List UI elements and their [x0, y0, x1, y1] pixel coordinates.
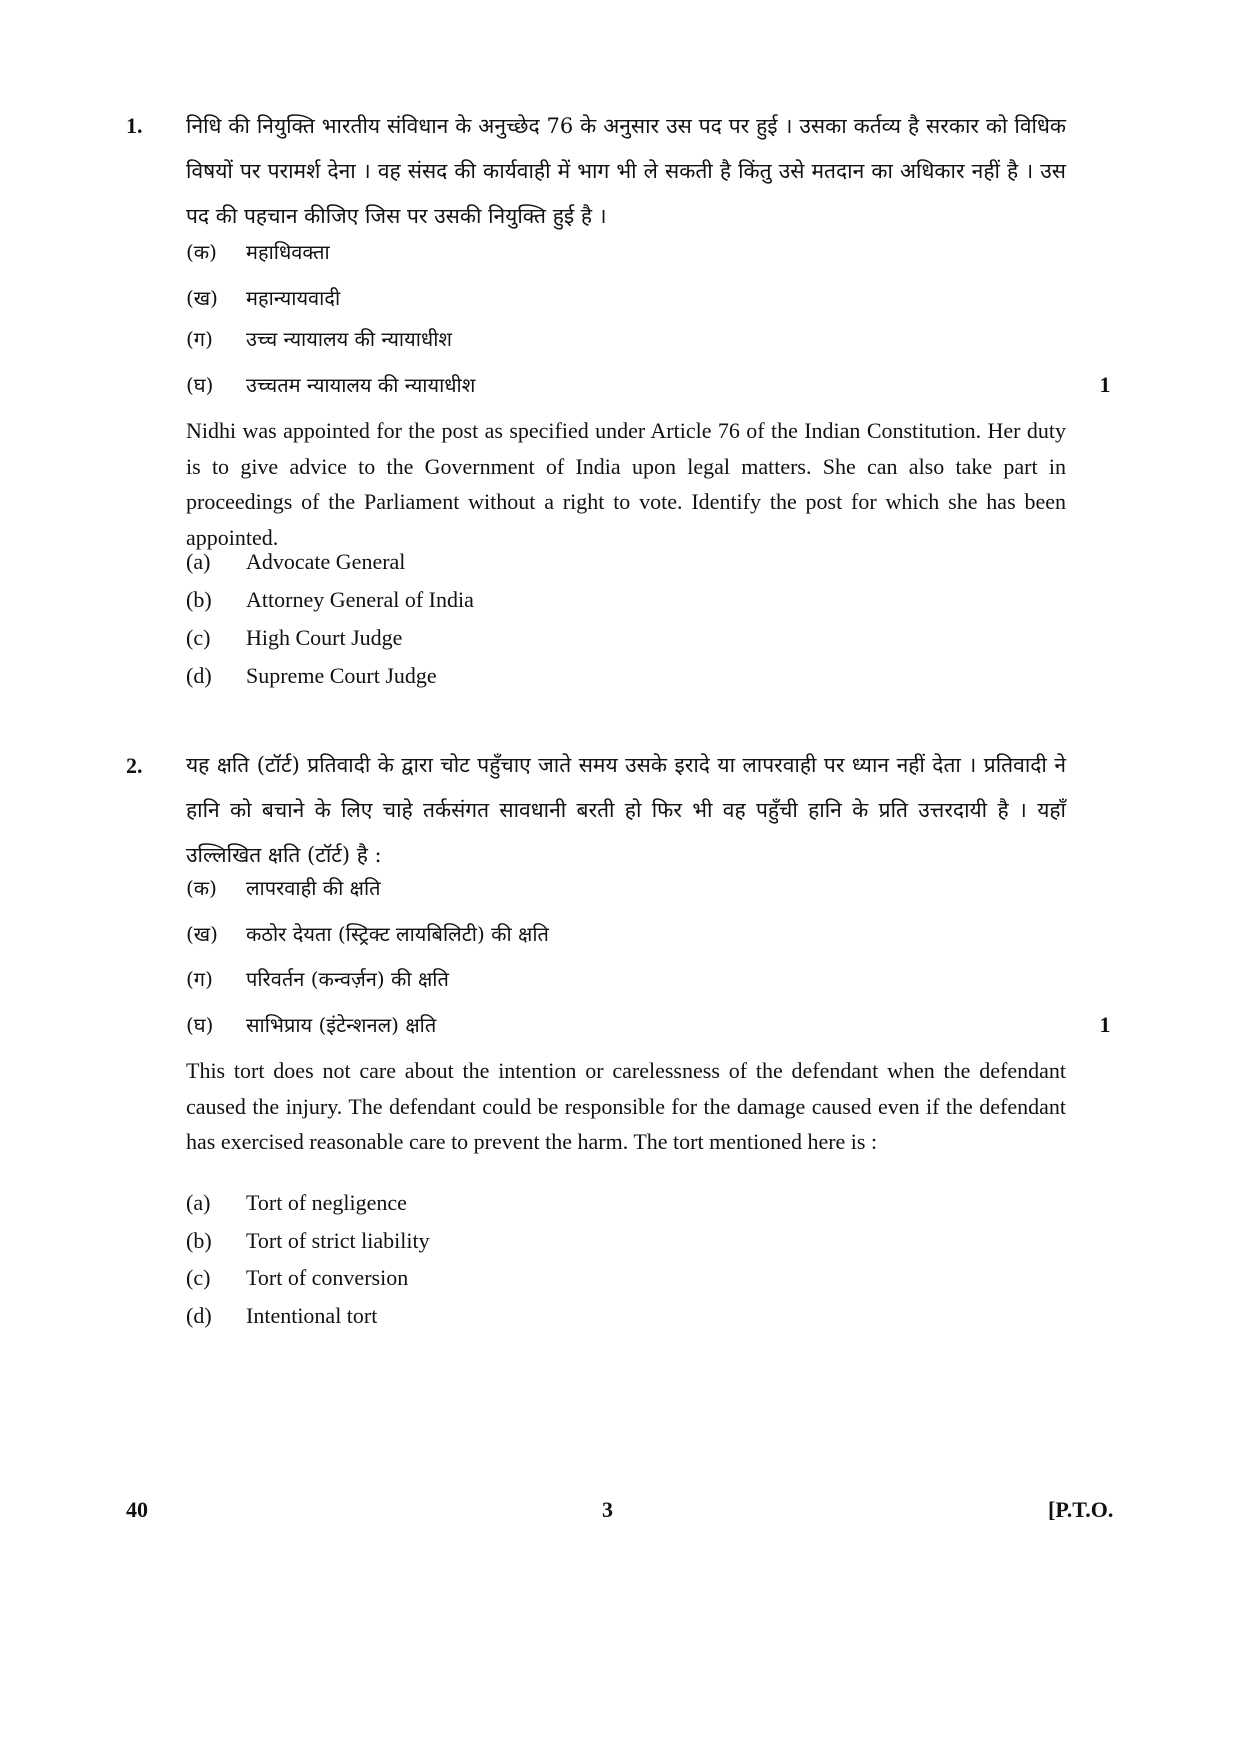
question-2-option-b [186, 1221, 430, 1261]
question-2-marks: 1 [1099, 1012, 1111, 1037]
option-text: Advocate General [246, 549, 406, 574]
question-1-marks: 1 [1099, 372, 1111, 397]
option-label: (ग) [186, 966, 213, 991]
question-1-option-b [186, 580, 474, 620]
question-1-hindi-text: निधि की नियुक्ति भारतीय संविधान के अनुच्छेद 76 के अनुसार उस पद पर हुई । उसका कर्तव्य है सरकार को विधिक विषयों पर परामर्श देना । वह संसद की कार्यवाही में भाग भी ले सकती है किंतु उसे मतदान का अधिकार नहीं है । उस पद की पहचान कीजिए जिस पर उसकी नियुक्ति हुई है । [186, 114, 1066, 228]
question-1-english-text: Nidhi was appointed for the post as specified under Article 76 of the Indian Constitution. Her duty is to give advice to the Government of India upon legal matters. She can also take part in proceedings of the Parliament without a right to vote. Identify the post for which she has been appointed. [186, 418, 1066, 550]
option-text: महाधिवक्ता [246, 239, 330, 264]
question-2-hindi-option-ka [186, 867, 381, 907]
option-label: (a) [186, 1190, 211, 1215]
option-label: (घ) [186, 372, 214, 397]
option-label: (b) [186, 1228, 212, 1253]
question-1-option-a [186, 542, 405, 582]
footer-page-number: 3 [602, 1497, 613, 1522]
option-label: (ग) [186, 326, 213, 351]
question-1-number: 1. [126, 113, 143, 138]
question-1-option-c [186, 618, 402, 658]
option-label: (ख) [186, 285, 218, 310]
option-label: (क) [186, 875, 217, 900]
option-text: परिवर्तन (कन्वर्ज़न) की क्षति [246, 966, 449, 991]
option-text: Tort of conversion [246, 1265, 409, 1290]
option-label: (d) [186, 1303, 212, 1328]
option-label: (c) [186, 625, 211, 650]
option-label: (घ) [186, 1012, 214, 1037]
question-2-option-c [186, 1258, 408, 1298]
option-text: Tort of strict liability [246, 1228, 430, 1253]
option-text: उच्च न्यायालय की न्यायाधीश [246, 326, 452, 351]
question-2-english-text: This tort does not care about the intention or carelessness of the defendant when the defendant caused the injury. The defendant could be responsible for the damage caused even if the defendant has exercised reasonable care to prevent the harm. The tort mentioned here is : [186, 1058, 1066, 1154]
option-text: उच्चतम न्यायालय की न्यायाधीश [246, 372, 476, 397]
option-text: Intentional tort [246, 1303, 378, 1328]
option-text: महान्यायवादी [246, 285, 341, 310]
option-label: (d) [186, 663, 212, 688]
question-1-hindi-option-gha [186, 364, 475, 404]
question-1-hindi-option-kha [186, 277, 340, 317]
option-label: (ख) [186, 921, 218, 946]
option-label: (क) [186, 239, 217, 264]
question-2-hindi-option-ga [186, 958, 449, 998]
question-2-hindi-option-kha [186, 913, 549, 953]
footer-pto: [P.T.O. [1048, 1497, 1114, 1522]
option-text: साभिप्राय (इंटेन्शनल) क्षति [246, 1012, 437, 1037]
question-1-hindi-option-ga [186, 318, 452, 358]
option-label: (b) [186, 587, 212, 612]
question-2-hindi-option-gha [186, 1004, 436, 1044]
question-1-hindi-option-ka [186, 231, 330, 271]
question-1-option-d [186, 656, 437, 696]
question-2-number: 2. [126, 753, 143, 778]
option-text: High Court Judge [246, 625, 403, 650]
question-2-option-d [186, 1296, 377, 1336]
footer-code: 40 [126, 1497, 148, 1522]
question-2-option-a [186, 1183, 407, 1223]
option-text: कठोर देयता (स्ट्रिक्ट लायबिलिटी) की क्षति [246, 921, 549, 946]
option-text: Tort of negligence [246, 1190, 407, 1215]
option-text: लापरवाही की क्षति [246, 875, 381, 900]
question-2-hindi-text: यह क्षति (टॉर्ट) प्रतिवादी के द्वारा चोट पहुँचाए जाते समय उसके इरादे या लापरवाही पर ध्यान नहीं देता । प्रतिवादी ने हानि को बचाने के लिए चाहे तर्कसंगत सावधानी बरती हो फिर भी वह पहुँची हानि के प्रति उत्तरदायी है । यहाँ उल्लिखित क्षति (टॉर्ट) है : [186, 753, 1066, 867]
option-label: (c) [186, 1265, 211, 1290]
option-label: (a) [186, 549, 211, 574]
option-text: Attorney General of India [246, 587, 474, 612]
option-text: Supreme Court Judge [246, 663, 437, 688]
